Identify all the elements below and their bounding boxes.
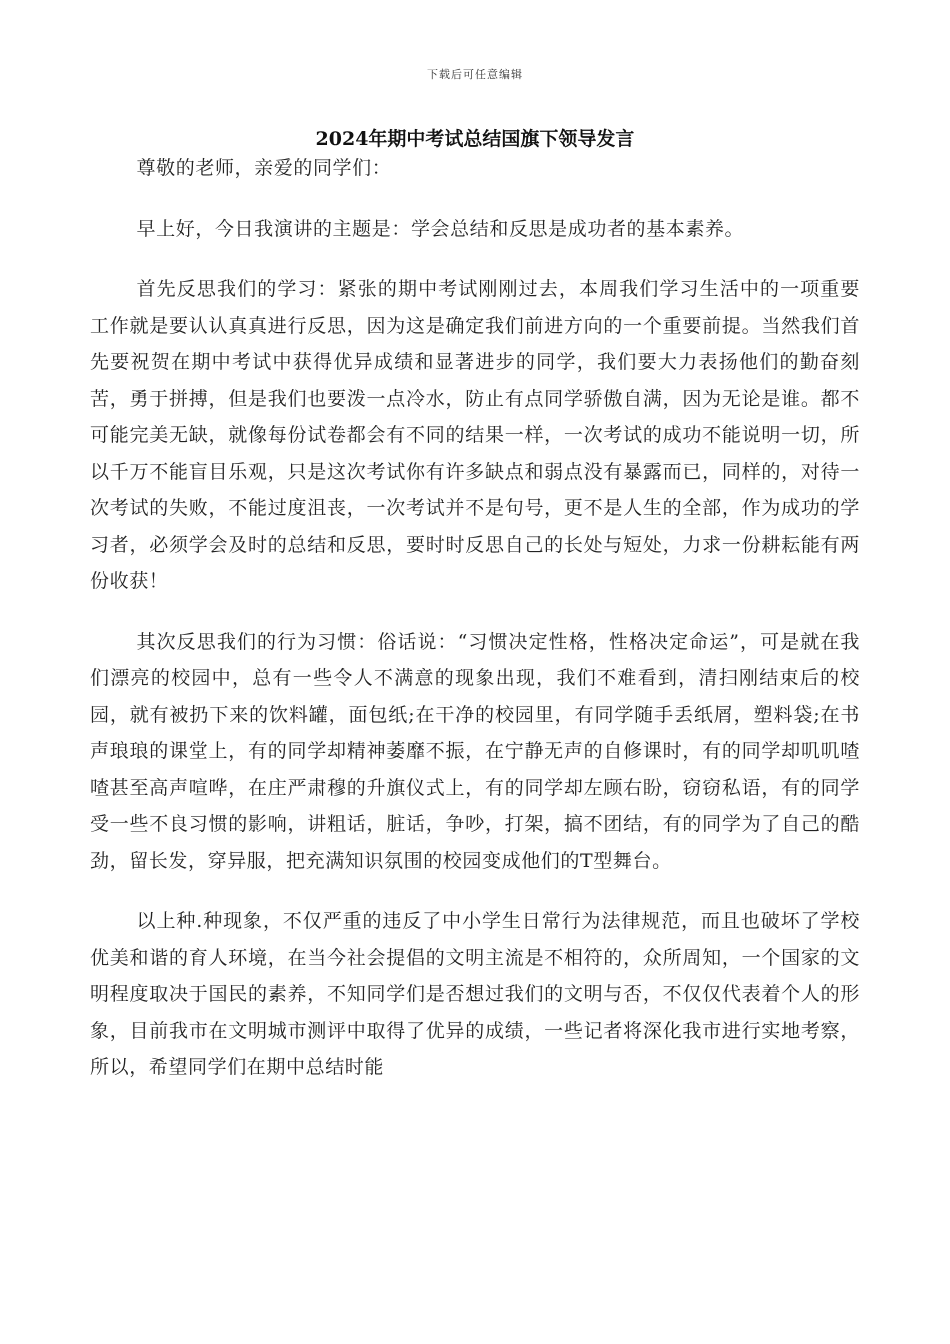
page-header-note: 下载后可任意编辑	[427, 68, 523, 81]
study-reflection-paragraph: 首先反思我们的学习：紧张的期中考试刚刚过去，本周我们学习生活中的一项重要工作就是要认认真真进行反思，因为这是确定我们前进方向的一个重要前提。当然我们首先要祝贺在期中考试中获得优异成绩和显著进步的同学，我们要大力表扬他们的勤奋刻苦，勇于拼搏，但是我们也要泼一点冷水，防止有点同学骄傲自满，因为无论是谁。都不可能完美无缺，就像每份试卷都会有不同的结果一样，一次考试的成功不能说明一切，所以千万不能盲目乐观，只是这次考试你有许多缺点和弱点没有暴露而已，同样的，对待一次考试的失败，不能过度沮丧，一次考试并不是句号，更不是人生的全部，作为成功的学习者，必须学会及时的总结和反思，要时时反思自己的长处与短处，力求一份耕耘能有两份收获！	[90, 278, 860, 592]
document-body	[90, 150, 860, 1110]
greeting-paragraph: 早上好，今日我演讲的主题是：学会总结和反思是成功者的基本素养。	[136, 217, 745, 240]
behavior-habits-paragraph: 其次反思我们的行为习惯：俗话说：“习惯决定性格，性格决定命运”，可是就在我们漂亮的校园中，总有一些令人不满意的现象出现，我们不难看到，清扫刚结束后的校园，就有被扔下来的饮料罐，面包纸;在干净的校园里，有同学随手丢纸屑，塑料袋;在书声琅琅的课堂上，有的同学却精神萎靡不振，在宁静无声的自修课时，有的同学却叽叽喳喳甚至高声喧哗，在庄严肃穆的升旗仪式上，有的同学却左顾右盼，窃窃私语，有的同学受一些不良习惯的影响，讲粗话，脏话，争吵，打架，搞不团结，有的同学为了自己的酷劲，留长发，穿异服，把充满知识氛围的校园变成他们的T型舞台。	[90, 630, 860, 872]
salutation-paragraph: 尊敬的老师，亲爱的同学们：	[136, 157, 392, 179]
document-title: 2024年期中考试总结国旗下领导发言	[315, 128, 635, 150]
civilization-paragraph: 以上种.种现象，不仅严重的违反了中小学生日常行为法律规范，而且也破坏了学校优美和谐的育人环境，在当今社会提倡的文明主流是不相符的，众所周知，一个国家的文明程度取决于国民的素养，不知同学们是否想过我们的文明与否，不仅仅代表着个人的形象，目前我市在文明城市测评中取得了优异的成绩，一些记者将深化我市进行实地考察，所以，希望同学们在期中总结时能	[90, 910, 860, 1078]
